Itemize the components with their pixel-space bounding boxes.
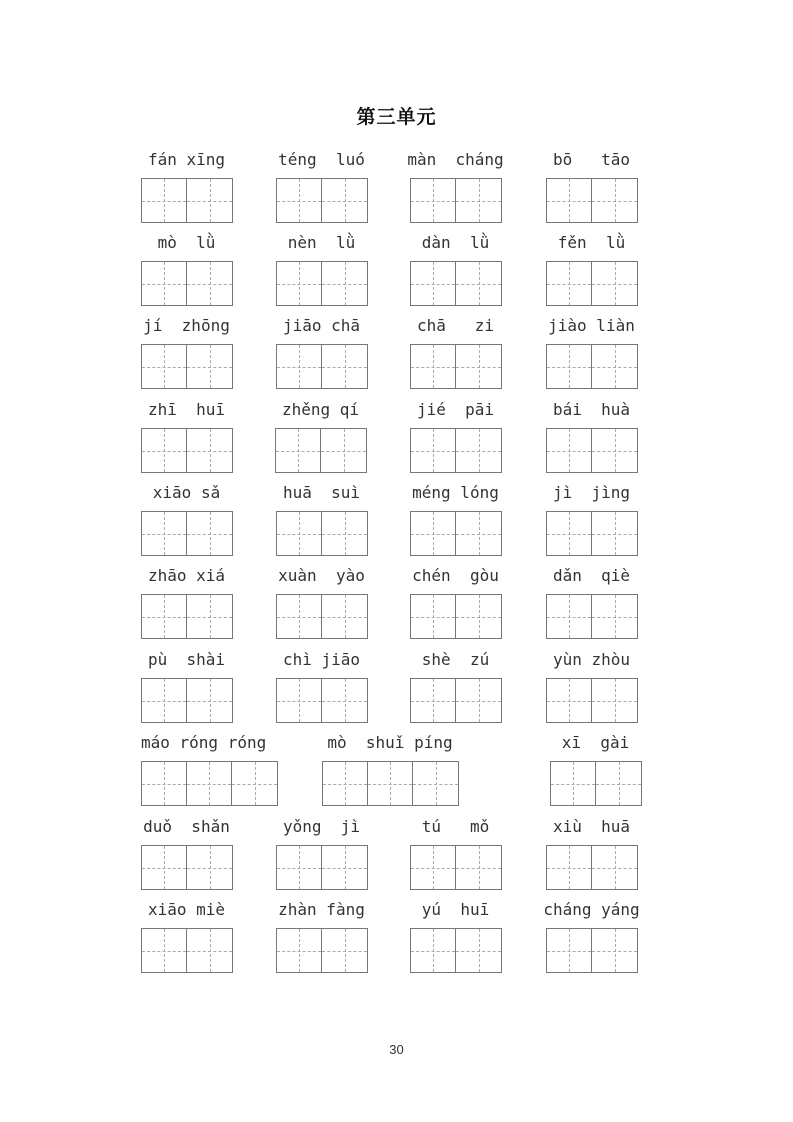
writing-grid xyxy=(322,761,459,806)
pinyin-label: dǎn qiè xyxy=(552,566,631,585)
tianzige-cell xyxy=(592,345,637,388)
pinyin-label: bái huà xyxy=(552,400,631,419)
tianzige-cell xyxy=(187,512,232,555)
tianzige-cell xyxy=(142,595,187,638)
tianzige-cell xyxy=(592,679,637,722)
writing-grid xyxy=(276,928,368,973)
writing-grid xyxy=(546,344,638,389)
writing-grid xyxy=(141,261,233,306)
tianzige-cell xyxy=(411,846,456,889)
pinyin-label: cháng yáng xyxy=(543,900,640,919)
word-row xyxy=(0,733,793,815)
pinyin-label: xiāo sǎ xyxy=(152,483,221,502)
word-row xyxy=(0,900,793,982)
tianzige-cell xyxy=(277,846,322,889)
pinyin-label: jì jìng xyxy=(552,483,631,502)
writing-grid xyxy=(410,261,502,306)
pinyin-label: mò shuǐ píng xyxy=(327,733,453,752)
writing-grid xyxy=(546,845,638,890)
pinyin-label: bō tāo xyxy=(552,150,631,169)
word-row xyxy=(0,650,793,732)
tianzige-cell xyxy=(322,262,367,305)
tianzige-cell xyxy=(547,595,592,638)
pinyin-label: jí zhōng xyxy=(143,316,230,335)
writing-grid xyxy=(141,594,233,639)
writing-grid xyxy=(276,178,368,223)
tianzige-cell xyxy=(321,429,366,472)
tianzige-cell xyxy=(547,512,592,555)
writing-grid xyxy=(276,261,368,306)
word-row xyxy=(0,483,793,565)
page-title: 第三单元 xyxy=(356,106,437,128)
writing-grid xyxy=(276,511,368,556)
tianzige-cell xyxy=(547,262,592,305)
pinyin-label: jié pāi xyxy=(416,400,495,419)
pinyin-label: zhěng qí xyxy=(281,400,360,419)
tianzige-cell xyxy=(547,846,592,889)
pinyin-label: téng luó xyxy=(278,150,365,169)
writing-grid xyxy=(141,344,233,389)
writing-grid xyxy=(546,511,638,556)
tianzige-cell xyxy=(411,929,456,972)
tianzige-cell xyxy=(592,429,637,472)
writing-grid xyxy=(141,178,233,223)
word-row xyxy=(0,817,793,899)
writing-grid xyxy=(546,428,638,473)
pinyin-label: máo róng róng xyxy=(141,733,267,752)
pinyin-label: màn cháng xyxy=(407,150,504,169)
writing-grid xyxy=(410,678,502,723)
writing-grid xyxy=(141,928,233,973)
writing-grid xyxy=(141,761,278,806)
tianzige-cell xyxy=(277,179,322,222)
pinyin-label: jiào liàn xyxy=(548,316,635,335)
pinyin-label: fán xīng xyxy=(147,150,226,169)
writing-grid xyxy=(410,928,502,973)
pinyin-label: chì jiāo xyxy=(282,650,361,669)
tianzige-cell xyxy=(142,179,187,222)
pinyin-label: nèn lǜ xyxy=(287,233,356,252)
pinyin-label: chā zi xyxy=(416,316,495,335)
writing-grid xyxy=(276,344,368,389)
tianzige-cell xyxy=(142,429,187,472)
writing-grid xyxy=(141,511,233,556)
writing-grid xyxy=(410,344,502,389)
pinyin-label: shè zú xyxy=(421,650,490,669)
tianzige-cell xyxy=(142,762,187,805)
tianzige-cell xyxy=(411,512,456,555)
pinyin-label: méng lóng xyxy=(412,483,499,502)
tianzige-cell xyxy=(187,429,232,472)
writing-grid xyxy=(546,261,638,306)
writing-grid xyxy=(546,678,638,723)
tianzige-cell xyxy=(232,762,277,805)
tianzige-cell xyxy=(277,679,322,722)
pinyin-label: xiāo miè xyxy=(147,900,226,919)
tianzige-cell xyxy=(456,512,501,555)
writing-grid xyxy=(546,594,638,639)
tianzige-cell xyxy=(277,345,322,388)
pinyin-label: pù shài xyxy=(147,650,226,669)
tianzige-cell xyxy=(547,679,592,722)
writing-grid xyxy=(276,845,368,890)
tianzige-cell xyxy=(411,262,456,305)
pinyin-label: duǒ shǎn xyxy=(143,817,230,836)
word-row xyxy=(0,233,793,315)
tianzige-cell xyxy=(187,762,232,805)
tianzige-cell xyxy=(547,929,592,972)
tianzige-cell xyxy=(277,512,322,555)
tianzige-cell xyxy=(456,262,501,305)
pinyin-label: chén gòu xyxy=(412,566,499,585)
tianzige-cell xyxy=(322,595,367,638)
tianzige-cell xyxy=(277,262,322,305)
writing-grid xyxy=(410,511,502,556)
pinyin-label: zhāo xiá xyxy=(147,566,226,585)
tianzige-cell xyxy=(322,345,367,388)
tianzige-cell xyxy=(413,762,458,805)
tianzige-cell xyxy=(547,345,592,388)
pinyin-label: fěn lǜ xyxy=(557,233,626,252)
tianzige-cell xyxy=(456,179,501,222)
pinyin-label: jiāo chā xyxy=(282,316,361,335)
tianzige-cell xyxy=(187,179,232,222)
writing-grid xyxy=(410,178,502,223)
tianzige-cell xyxy=(187,345,232,388)
writing-grid xyxy=(546,928,638,973)
tianzige-cell xyxy=(322,679,367,722)
writing-grid xyxy=(141,678,233,723)
writing-grid xyxy=(276,678,368,723)
tianzige-cell xyxy=(551,762,596,805)
tianzige-cell xyxy=(592,929,637,972)
word-row xyxy=(0,150,793,232)
tianzige-cell xyxy=(142,345,187,388)
tianzige-cell xyxy=(592,595,637,638)
tianzige-cell xyxy=(277,929,322,972)
word-row xyxy=(0,316,793,398)
tianzige-cell xyxy=(276,429,321,472)
word-row xyxy=(0,566,793,648)
tianzige-cell xyxy=(592,179,637,222)
tianzige-cell xyxy=(187,595,232,638)
tianzige-cell xyxy=(547,179,592,222)
tianzige-cell xyxy=(142,846,187,889)
tianzige-cell xyxy=(277,595,322,638)
pinyin-label: zhī huī xyxy=(147,400,226,419)
writing-grid xyxy=(410,428,502,473)
pinyin-label: zhàn fàng xyxy=(278,900,365,919)
tianzige-cell xyxy=(322,512,367,555)
tianzige-cell xyxy=(456,429,501,472)
tianzige-cell xyxy=(596,762,641,805)
pinyin-label: mò lǜ xyxy=(157,233,216,252)
word-row xyxy=(0,400,793,482)
tianzige-cell xyxy=(456,595,501,638)
tianzige-cell xyxy=(547,429,592,472)
tianzige-cell xyxy=(187,846,232,889)
writing-grid xyxy=(141,845,233,890)
writing-grid xyxy=(410,845,502,890)
tianzige-cell xyxy=(322,929,367,972)
page-number: 30 xyxy=(389,1042,404,1057)
tianzige-cell xyxy=(592,262,637,305)
tianzige-cell xyxy=(411,179,456,222)
pinyin-label: xuàn yào xyxy=(278,566,365,585)
tianzige-cell xyxy=(142,679,187,722)
tianzige-cell xyxy=(592,846,637,889)
tianzige-cell xyxy=(411,429,456,472)
pinyin-label: tú mǒ xyxy=(421,817,490,836)
tianzige-cell xyxy=(187,679,232,722)
writing-grid xyxy=(550,761,642,806)
tianzige-cell xyxy=(142,929,187,972)
pinyin-label: xī gài xyxy=(561,733,630,752)
tianzige-cell xyxy=(411,345,456,388)
tianzige-cell xyxy=(323,762,368,805)
writing-grid xyxy=(546,178,638,223)
tianzige-cell xyxy=(187,262,232,305)
tianzige-cell xyxy=(456,929,501,972)
pinyin-label: yú huī xyxy=(421,900,490,919)
pinyin-label: yùn zhòu xyxy=(552,650,631,669)
pinyin-label: yǒng jì xyxy=(282,817,361,836)
tianzige-cell xyxy=(187,929,232,972)
writing-grid xyxy=(141,428,233,473)
pinyin-label: huā suì xyxy=(282,483,361,502)
writing-grid xyxy=(275,428,367,473)
tianzige-cell xyxy=(322,846,367,889)
tianzige-cell xyxy=(322,179,367,222)
tianzige-cell xyxy=(142,512,187,555)
tianzige-cell xyxy=(456,679,501,722)
tianzige-cell xyxy=(368,762,413,805)
pinyin-label: xiù huā xyxy=(552,817,631,836)
pinyin-label: dàn lǜ xyxy=(421,233,490,252)
tianzige-cell xyxy=(456,846,501,889)
tianzige-cell xyxy=(142,262,187,305)
tianzige-cell xyxy=(411,595,456,638)
tianzige-cell xyxy=(456,345,501,388)
writing-grid xyxy=(410,594,502,639)
tianzige-cell xyxy=(592,512,637,555)
tianzige-cell xyxy=(411,679,456,722)
writing-grid xyxy=(276,594,368,639)
